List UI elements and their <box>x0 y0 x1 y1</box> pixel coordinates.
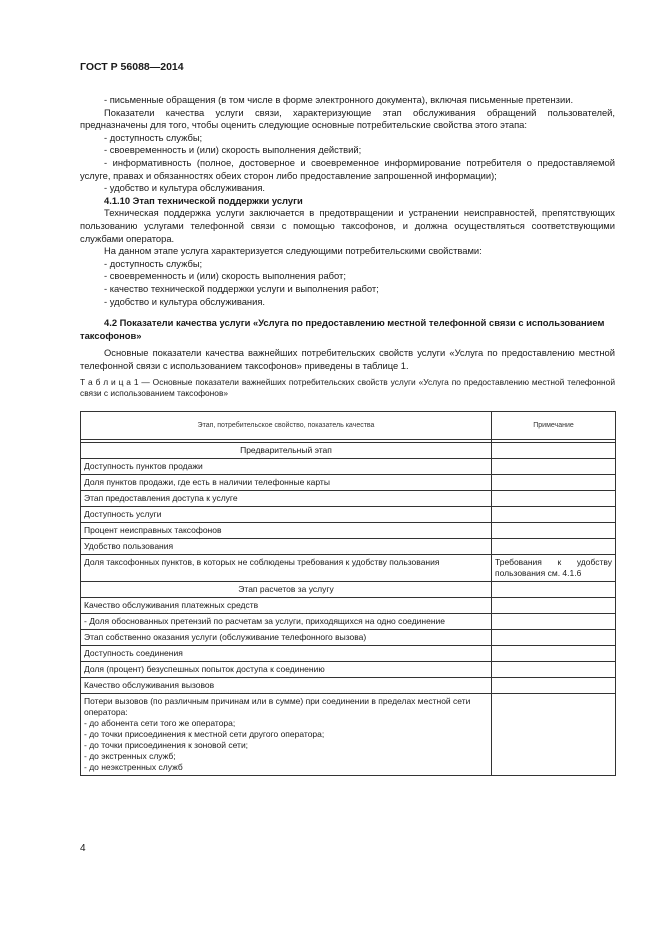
losses-item: - до точки присоединения к зоновой сети; <box>84 740 249 751</box>
table-row <box>81 662 616 678</box>
table-cell: Доступность соединения <box>81 646 492 662</box>
losses-item: - до точки присоединения к местной сети другого оператора; <box>84 729 325 740</box>
table-row-stage <box>81 443 616 459</box>
document-standard-header: ГОСТ Р 56088—2014 <box>80 61 184 73</box>
stage-cell: Этап расчетов за услугу <box>81 582 492 598</box>
list-item: - своевременность и (или) скорость выполнения действий; <box>104 144 362 156</box>
table-cell: Доля пунктов продажи, где есть в наличии телефонные карты <box>81 475 492 491</box>
table-cell: Этап собственно оказания услуги (обслуживание телефонного вызова) <box>81 630 492 646</box>
table-row <box>81 475 616 491</box>
table-row <box>81 523 616 539</box>
table-row <box>81 694 616 776</box>
table-row <box>81 507 616 523</box>
table-row <box>81 630 616 646</box>
table-cell: Процент неисправных таксофонов <box>81 523 492 539</box>
paragraph: Показатели качества услуги связи, характеризующие этап обслуживания обращений пользователей, предназначены для того, чтобы оценить следующие основные потребительские свойства этого этапа: <box>80 106 615 131</box>
losses-item: - до абонента сети того же оператора; <box>84 718 236 729</box>
table-cell: - Доля обоснованных претензий по расчетам за услуги, приходящихся на одно соединение <box>81 614 492 630</box>
quality-indicators-table <box>80 411 616 776</box>
table-row <box>81 598 616 614</box>
list-item: - удобство и культура обслуживания. <box>104 182 266 194</box>
list-item: - удобство и культура обслуживания. <box>104 295 266 307</box>
column-header-indicator: Этап, потребительское свойство, показатель качества <box>81 412 492 440</box>
paragraph: - письменные обращения (в том числе в форме электронного документа), включая письменные претензии. <box>104 94 574 105</box>
table-cell: Доля (процент) безуспешных попыток доступа к соединению <box>81 662 492 678</box>
table-cell: Доля таксофонных пунктов, в которых не соблюдены требования к удобству пользования <box>81 555 492 582</box>
table-row <box>81 678 616 694</box>
table-row <box>81 539 616 555</box>
stage-cell: Предварительный этап <box>81 443 492 459</box>
list-item: - своевременность и (или) скорость выполнения работ; <box>104 270 346 282</box>
list-item: - доступность службы; <box>104 131 203 143</box>
column-header-note: Примечание <box>492 412 616 440</box>
table-row <box>81 459 616 475</box>
losses-item: - до экстренных служб; <box>84 751 176 762</box>
table-cell: Доступность пунктов продажи <box>81 459 492 475</box>
note-cell: Требования к удобству пользования см. 4.1.6 <box>492 555 616 582</box>
table-row-stage <box>81 582 616 598</box>
table-cell: Этап предоставления доступа к услуге <box>81 491 492 507</box>
page-body <box>80 94 615 776</box>
section-heading-4-2: 4.2 Показатели качества услуги «Услуга по предоставлению местной телефонной связи с использованием таксофонов» <box>80 317 605 341</box>
table-caption: Т а б л и ц а 1 — Основные показатели важнейших потребительских свойств услуги «Услуга по предоставлению местной телефонной связи с использованием таксофонов» <box>80 377 615 399</box>
table-cell: Качество обслуживания вызовов <box>81 678 492 694</box>
table-row <box>81 555 616 582</box>
table-cell: Качество обслуживания платежных средств <box>81 598 492 614</box>
table-row <box>81 646 616 662</box>
table-cell-losses <box>81 694 492 776</box>
section-heading-4-1-10: 4.1.10 Этап технической поддержки услуги <box>104 194 303 206</box>
list-item: - качество технической поддержки услуги и выполнения работ; <box>104 282 379 294</box>
losses-item: - до неэкстренных служб <box>84 762 183 773</box>
losses-intro: Потери вызовов (по различным причинам или в сумме) при соединении в пределах местной сети оператора: <box>84 696 471 718</box>
table-row <box>81 614 616 630</box>
paragraph: Основные показатели качества важнейших потребительских свойств услуги «Услуга по предоставлению местной телефонной связи с использованием таксофонов» приведены в таблице 1. <box>80 347 615 371</box>
table-row <box>81 491 616 507</box>
page-number: 4 <box>80 843 86 854</box>
paragraph: На данном этапе услуга характеризуется следующими потребительскими свойствами: <box>104 245 482 257</box>
paragraph: Техническая поддержка услуги заключается в предотвращении и устранении неисправностей, препятствующих пользованию услугами телефонной связи с помощью таксофонов, и должна осуществляться соответствующими службами оператора. <box>80 207 615 244</box>
list-item: - доступность службы; <box>104 257 203 269</box>
table-cell: Доступность услуги <box>81 507 492 523</box>
table-header-row <box>81 412 616 440</box>
table-cell: Удобство пользования <box>81 539 492 555</box>
list-item: - информативность (полное, достоверное и своевременное информирование потребителя о предоставляемой услуге, правах и обязанностях обеих сторон либо предоставление запрошенной информации); <box>80 156 615 181</box>
